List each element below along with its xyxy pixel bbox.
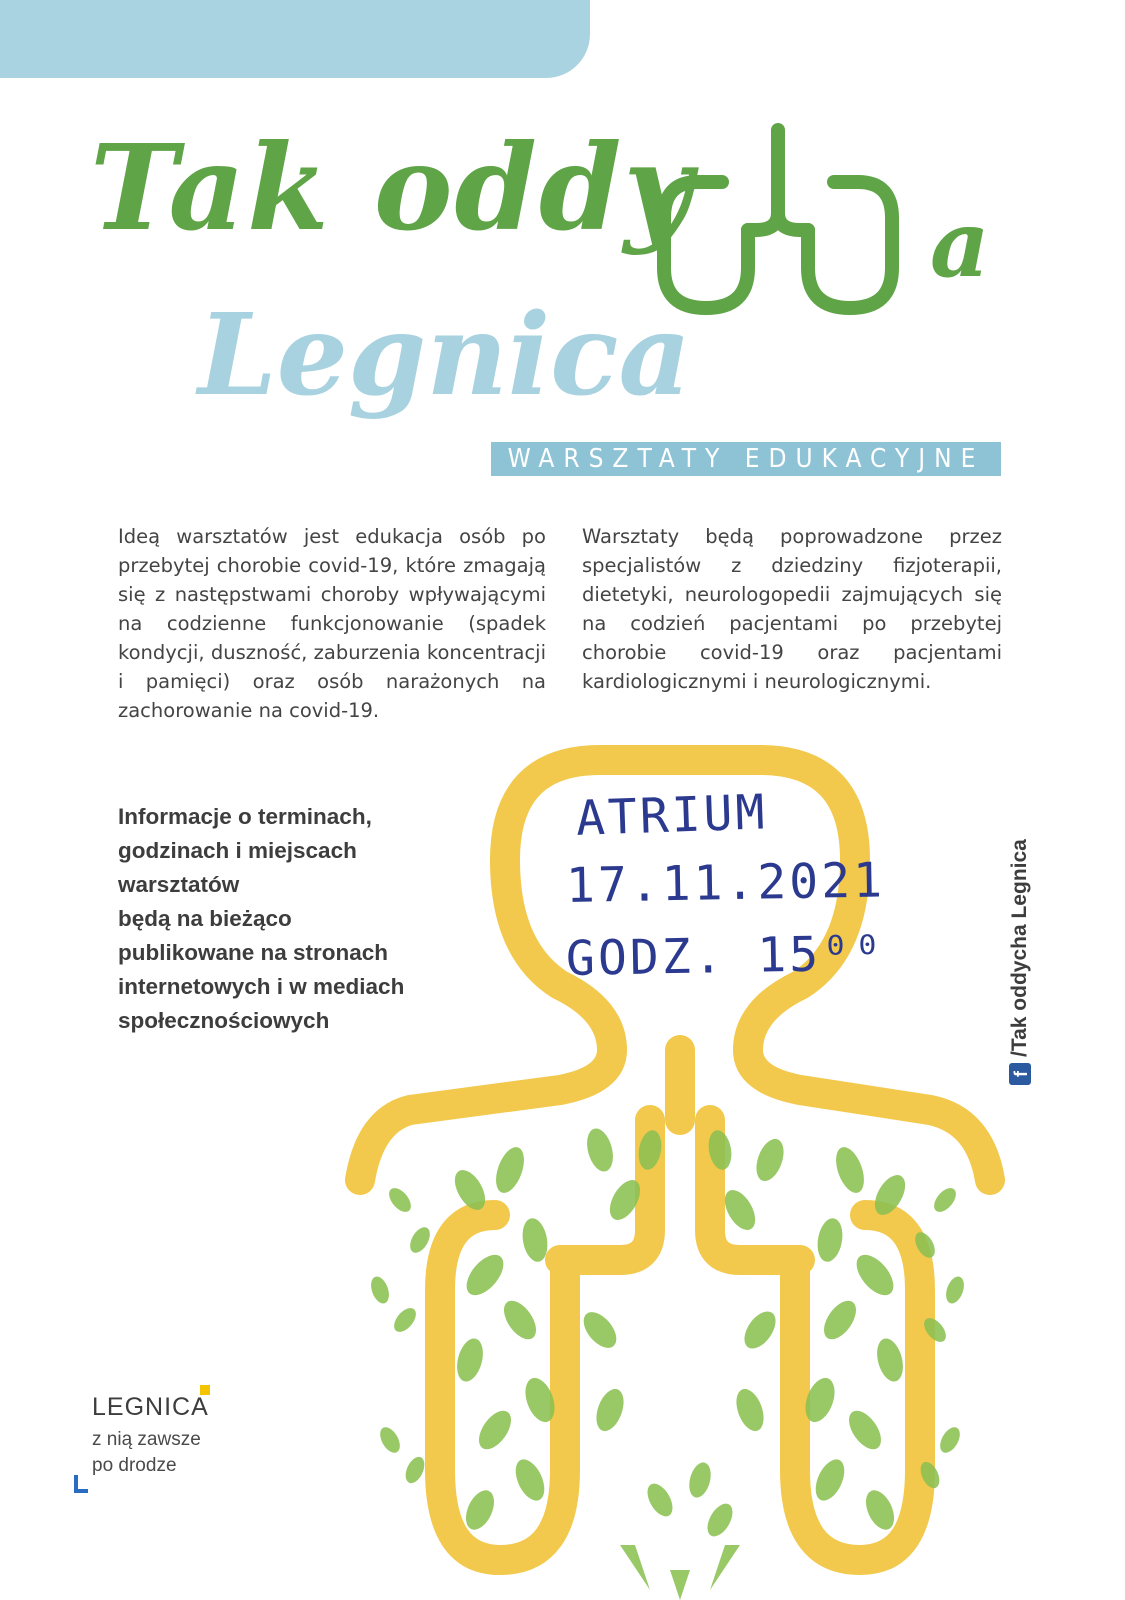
info-line: będą na bieżąco: [118, 906, 292, 931]
info-block: [118, 800, 498, 1038]
city-slogan-line2: po drodze: [92, 1455, 177, 1476]
title-tail: a: [930, 190, 990, 298]
subtitle-bar: [491, 442, 1001, 476]
info-line: Informacje o terminach,: [118, 804, 372, 829]
title-line1: Tak oddy: [90, 118, 695, 257]
intro-left-paragraph: Ideą warsztatów jest edukacja osób po przebytej chorobie covid-19, które zmagają się z następstwami choroby wpływającymi na codzienne funkcjonowanie (spadek kondycji, duszność, zaburzenia koncentracji i pamięci) oraz osób narażonych na zachorowanie na covid-19.: [118, 525, 546, 722]
legnica-city-logo: [88, 1393, 228, 1503]
title-line2: Legnica: [198, 290, 692, 421]
info-line: warsztatów: [118, 872, 240, 897]
logo-blue-corner-icon: [74, 1475, 88, 1493]
handwritten-place: ATRIUM: [575, 784, 769, 847]
handwritten-time: GODZ. 15⁰⁰: [565, 925, 886, 987]
city-name: LEGNICA: [92, 1393, 209, 1421]
facebook-handle[interactable]: [1008, 839, 1032, 1085]
info-line: publikowane na stronach: [118, 940, 389, 965]
facebook-handle-text: /Tak oddycha Legnica: [1008, 839, 1031, 1057]
subtitle-text: WARSZTATY EDUKACYJNE: [507, 444, 985, 474]
info-line: godzinach i miejscach: [118, 838, 357, 863]
facebook-icon: f: [1009, 1063, 1031, 1085]
handwritten-date: 17.11.2021: [565, 852, 886, 914]
city-slogan-line1: z nią zawsze: [92, 1429, 201, 1450]
top-tab-band: [0, 0, 590, 78]
info-line: społecznościowych: [118, 1008, 330, 1033]
info-line: internetowych i w mediach: [118, 974, 405, 999]
intro-right-paragraph: Warsztaty będą poprowadzone przez specjalistów z dziedziny fizjoterapii, dietetyki, neurologopedii zajmujących się na codzień pacjentami po przebytej chorobie covid-19 oraz pacjentami kardiologicznymi i neurologicznymi.: [582, 525, 1002, 693]
